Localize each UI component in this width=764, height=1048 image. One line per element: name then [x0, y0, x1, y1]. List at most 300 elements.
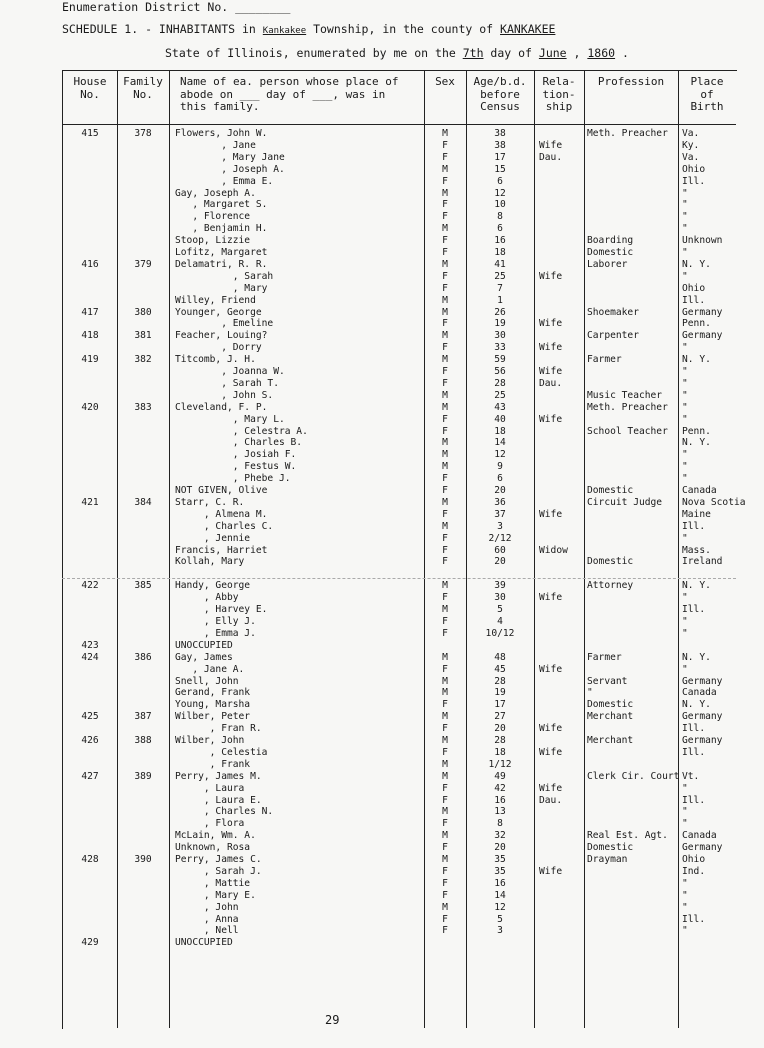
cell-sex: F	[442, 151, 448, 163]
cell-birth: Ohio	[682, 282, 706, 294]
cell-birth: Va.	[682, 128, 700, 139]
cell-birth: "	[682, 342, 688, 354]
cell-age: 1	[497, 294, 503, 306]
cell-age: 1/12	[488, 758, 512, 770]
cell-birth: "	[682, 627, 688, 639]
cell-sex: M	[442, 770, 448, 782]
cell-birth: "	[682, 223, 688, 235]
cell-family: 386	[134, 651, 152, 663]
cell-name: Delamatri, R. R.	[175, 258, 268, 270]
cell-age: 28	[494, 675, 506, 687]
year-separator: ,	[566, 46, 588, 60]
cell-rel: Wife	[539, 746, 563, 758]
cell-name: , Laura E.	[175, 794, 262, 806]
cell-name: , Nell	[175, 925, 239, 937]
cell-name: Lofitz, Margaret	[175, 247, 268, 258]
column-header-sex: Sex	[435, 75, 455, 88]
cell-birth: "	[682, 473, 688, 485]
cell-age: 10	[494, 199, 506, 211]
cell-name: , Florence	[175, 211, 251, 223]
cell-sex: F	[442, 556, 448, 568]
divider-family-name	[169, 70, 170, 1028]
cell-name: , Phebe J.	[175, 473, 291, 485]
cell-birth: Germany	[682, 330, 723, 342]
schedule-line	[62, 22, 555, 36]
cell-sex: M	[442, 258, 448, 270]
cell-sex: M	[442, 687, 448, 699]
cell-prof: Clerk Cir. Court	[587, 770, 680, 782]
cell-sex: F	[442, 377, 448, 389]
cell-name: Cleveland, F. P.	[175, 401, 268, 413]
enumeration-month: June	[538, 46, 567, 60]
cell-prof: Merchant	[587, 711, 634, 723]
cell-name: , John	[175, 901, 239, 913]
schedule-mid: Township, in the county of	[306, 22, 501, 36]
cell-age: 59	[494, 354, 506, 366]
cell-name: , Jane	[175, 139, 256, 151]
cell-name: , Mary E.	[175, 889, 256, 901]
column-header-profession: Profession	[597, 75, 665, 88]
cell-sex: M	[442, 449, 448, 461]
cell-house: 425	[81, 711, 99, 723]
cell-sex: F	[442, 592, 448, 604]
cell-birth: Ohio	[682, 163, 706, 175]
cell-rel: Wife	[539, 139, 563, 151]
cell-name: , Elly J.	[175, 616, 256, 627]
cell-prof: Attorney	[587, 580, 634, 592]
enumeration-district: Enumeration District No. ________	[62, 0, 291, 14]
cell-birth: Germany	[682, 306, 723, 318]
state-mid: day of	[483, 46, 539, 60]
cell-sex: F	[442, 794, 448, 806]
cell-sex: F	[442, 282, 448, 294]
cell-sex: F	[442, 485, 448, 496]
cell-sex: M	[442, 711, 448, 723]
cell-family: 379	[134, 258, 152, 270]
cell-name: , Sarah	[175, 270, 274, 282]
column-header-family: Family No.	[123, 75, 163, 101]
cell-sex: F	[442, 782, 448, 794]
cell-name: , Mary L.	[175, 413, 285, 425]
cell-birth: "	[682, 389, 688, 401]
cell-prof: Shoemaker	[587, 306, 639, 318]
column-header-relationship: Rela- tion- ship	[542, 75, 576, 113]
cell-birth: Ireland	[682, 556, 723, 568]
cell-sex: M	[442, 306, 448, 318]
cell-birth: Ill.	[682, 175, 706, 187]
cell-family: 381	[134, 330, 152, 342]
cell-age: 8	[497, 211, 503, 223]
cell-name: , Jane A.	[175, 663, 245, 675]
cell-birth: "	[682, 449, 688, 461]
cell-birth: "	[682, 663, 688, 675]
cell-sex: F	[442, 235, 448, 247]
cell-name: , Emeline	[175, 318, 274, 330]
cell-name: , Joanna W.	[175, 366, 285, 377]
cell-age: 14	[494, 437, 506, 449]
cell-rel: Wife	[539, 723, 563, 735]
cell-sex: F	[442, 616, 448, 627]
cell-sex: F	[442, 508, 448, 520]
cell-age: 19	[494, 687, 506, 699]
cell-rel: Wife	[539, 342, 563, 354]
cell-name: Kollah, Mary	[175, 556, 245, 568]
cell-house: 422	[81, 580, 99, 592]
cell-age: 27	[494, 711, 506, 723]
cell-house: 419	[81, 354, 99, 366]
cell-age: 13	[494, 806, 506, 818]
cell-sex: F	[442, 425, 448, 437]
divider-relationship-profession	[584, 70, 585, 1028]
cell-sex: F	[442, 913, 448, 925]
cell-family: 382	[134, 354, 152, 366]
cell-family: 387	[134, 711, 152, 723]
cell-prof: Servant	[587, 675, 628, 687]
cell-sex: M	[442, 604, 448, 616]
cell-age: 39	[494, 580, 506, 592]
cell-birth: "	[682, 901, 688, 913]
cell-house: 423	[81, 639, 99, 651]
cell-age: 17	[494, 699, 506, 711]
cell-age: 45	[494, 663, 506, 675]
cell-sex: F	[442, 247, 448, 258]
cell-prof: Carpenter	[587, 330, 639, 342]
cell-sex: M	[442, 128, 448, 139]
cell-family: 380	[134, 306, 152, 318]
cell-name: , Mattie	[175, 877, 251, 889]
cell-name: Titcomb, J. H.	[175, 354, 256, 366]
cell-birth: "	[682, 270, 688, 282]
cell-name: , Fran R.	[175, 723, 262, 735]
cell-name: Gerand, Frank	[175, 687, 251, 699]
cell-age: 12	[494, 187, 506, 199]
cell-sex: M	[442, 163, 448, 175]
cell-birth: N. Y.	[682, 354, 711, 366]
cell-name: , Abby	[175, 592, 239, 604]
cell-birth: Vt.	[682, 770, 700, 782]
cell-sex: M	[442, 389, 448, 401]
column-header-name: Name of ea. person whose place of abode on ___ day of ___, was in this family.	[180, 75, 399, 113]
state-line	[165, 46, 629, 60]
cell-birth: Ill.	[682, 604, 706, 616]
cell-name: Younger, George	[175, 306, 262, 318]
cell-age: 41	[494, 258, 506, 270]
cell-rel: Dau.	[539, 794, 563, 806]
cell-prof: Domestic	[587, 485, 634, 496]
cell-age: 17	[494, 151, 506, 163]
cell-age: 30	[494, 592, 506, 604]
cell-sex: F	[442, 175, 448, 187]
cell-house: 421	[81, 496, 99, 508]
cell-name: , Josiah F.	[175, 449, 297, 461]
cell-prof: Boarding	[587, 235, 634, 247]
cell-name: , Sarah T.	[175, 377, 279, 389]
divider-house-family	[117, 70, 118, 1028]
cell-age: 16	[494, 235, 506, 247]
cell-birth: N. Y.	[682, 580, 711, 592]
cell-family: 378	[134, 128, 152, 139]
cell-name: Perry, James M.	[175, 770, 262, 782]
cell-sex: F	[442, 270, 448, 282]
cell-birth: Ill.	[682, 794, 706, 806]
cell-birth: Ind.	[682, 865, 706, 877]
cell-sex: M	[442, 901, 448, 913]
cell-prof: Real Est. Agt.	[587, 830, 668, 842]
cell-rel: Dau.	[539, 377, 563, 389]
cell-house: 428	[81, 854, 99, 865]
cell-birth: Mass.	[682, 544, 711, 556]
header-divider	[62, 124, 736, 125]
cell-sex: M	[442, 461, 448, 473]
cell-age: 25	[494, 389, 506, 401]
cell-name: , Benjamin H.	[175, 223, 268, 235]
cell-age: 16	[494, 794, 506, 806]
page-number: 29	[325, 1013, 340, 1027]
cell-age: 19	[494, 318, 506, 330]
enumeration-year: 1860	[587, 46, 616, 60]
cell-age: 18	[494, 425, 506, 437]
cell-name: , Festus W.	[175, 461, 297, 473]
cell-prof: Farmer	[587, 651, 622, 663]
cell-family: 385	[134, 580, 152, 592]
cell-rel: Wife	[539, 865, 563, 877]
cell-birth: "	[682, 211, 688, 223]
cell-age: 38	[494, 128, 506, 139]
cell-birth: "	[682, 377, 688, 389]
cell-name: , Charles C.	[175, 520, 274, 532]
cell-age: 60	[494, 544, 506, 556]
cell-age: 6	[497, 175, 503, 187]
cell-name: Perry, James C.	[175, 854, 262, 865]
cell-name: UNOCCUPIED	[175, 937, 233, 949]
cell-sex: F	[442, 211, 448, 223]
cell-age: 35	[494, 854, 506, 865]
cell-sex: M	[442, 496, 448, 508]
cell-birth: "	[682, 187, 688, 199]
cell-family: 384	[134, 496, 152, 508]
cell-age: 35	[494, 865, 506, 877]
cell-prof: Meth. Preacher	[587, 401, 668, 413]
cell-house: 420	[81, 401, 99, 413]
township-name: Kankakee	[262, 26, 307, 36]
cell-sex: M	[442, 758, 448, 770]
cell-birth: "	[682, 925, 688, 937]
cell-name: , Celestra A.	[175, 425, 308, 437]
cell-age: 5	[497, 913, 503, 925]
cell-family: 389	[134, 770, 152, 782]
cell-family: 390	[134, 854, 152, 865]
cell-prof: School Teacher	[587, 425, 668, 437]
cell-sex: M	[442, 437, 448, 449]
cell-name: Unknown, Rosa	[175, 842, 251, 854]
cell-name: , Harvey E.	[175, 604, 268, 616]
cell-sex: M	[442, 520, 448, 532]
cell-age: 3	[497, 925, 503, 937]
cell-name: Gay, Joseph A.	[175, 187, 256, 199]
cell-rel: Wife	[539, 782, 563, 794]
cell-birth: N. Y.	[682, 651, 711, 663]
cell-age: 18	[494, 247, 506, 258]
cell-name: UNOCCUPIED	[175, 639, 233, 651]
cell-rel: Wife	[539, 663, 563, 675]
cell-rel: Wife	[539, 413, 563, 425]
cell-age: 33	[494, 342, 506, 354]
cell-sex: F	[442, 199, 448, 211]
cell-age: 20	[494, 556, 506, 568]
cell-house: 417	[81, 306, 99, 318]
cell-birth: Germany	[682, 735, 723, 746]
cell-family: 388	[134, 735, 152, 746]
cell-sex: F	[442, 318, 448, 330]
cell-age: 20	[494, 723, 506, 735]
cell-sex: M	[442, 806, 448, 818]
cell-age: 5	[497, 604, 503, 616]
cell-birth: Va.	[682, 151, 700, 163]
cell-birth: Canada	[682, 830, 717, 842]
cell-rel: Wife	[539, 270, 563, 282]
cell-house: 418	[81, 330, 99, 342]
cell-prof: Laborer	[587, 258, 628, 270]
cell-birth: "	[682, 806, 688, 818]
cell-house: 415	[81, 128, 99, 139]
cell-name: , Celestia	[175, 746, 268, 758]
cell-birth: "	[682, 877, 688, 889]
cell-age: 32	[494, 830, 506, 842]
cell-birth: N. Y.	[682, 437, 711, 449]
cell-house: 426	[81, 735, 99, 746]
cell-name: , Charles N.	[175, 806, 274, 818]
cell-sex: M	[442, 354, 448, 366]
cell-name: , Mary Jane	[175, 151, 285, 163]
cell-sex: F	[442, 473, 448, 485]
cell-prof: Domestic	[587, 556, 634, 568]
cell-prof: Farmer	[587, 354, 622, 366]
cell-age: 4	[497, 616, 503, 627]
column-header-house: House No.	[73, 75, 107, 101]
cell-name: Stoop, Lizzie	[175, 235, 251, 247]
cell-name: Starr, C. R.	[175, 496, 245, 508]
cell-sex: F	[442, 877, 448, 889]
cell-house: 416	[81, 258, 99, 270]
cell-name: , Almena M.	[175, 508, 268, 520]
cell-prof: "	[587, 687, 593, 699]
cell-birth: Penn.	[682, 318, 711, 330]
cell-age: 40	[494, 413, 506, 425]
cell-sex: M	[442, 294, 448, 306]
cell-age: 26	[494, 306, 506, 318]
cell-sex: M	[442, 223, 448, 235]
cell-age: 20	[494, 842, 506, 854]
cell-name: , Emma E.	[175, 175, 274, 187]
cell-name: , Mary	[175, 282, 268, 294]
cell-age: 12	[494, 901, 506, 913]
cell-birth: "	[682, 592, 688, 604]
cell-house: 424	[81, 651, 99, 663]
cell-birth: "	[682, 616, 688, 627]
cell-name: Wilber, Peter	[175, 711, 251, 723]
page-fold	[62, 578, 736, 579]
cell-birth: Ohio	[682, 854, 706, 865]
cell-sex: F	[442, 139, 448, 151]
cell-name: NOT GIVEN, Olive	[175, 485, 268, 496]
cell-birth: Maine	[682, 508, 711, 520]
cell-prof: Meth. Preacher	[587, 128, 668, 139]
cell-age: 49	[494, 770, 506, 782]
cell-name: , Joseph A.	[175, 163, 285, 175]
cell-sex: F	[442, 413, 448, 425]
cell-sex: F	[442, 627, 448, 639]
cell-name: , Frank	[175, 758, 251, 770]
column-header-age: Age/b.d. before Census	[473, 75, 527, 113]
cell-birth: Canada	[682, 485, 717, 496]
cell-age: 43	[494, 401, 506, 413]
cell-age: 14	[494, 889, 506, 901]
cell-name: Gay, James	[175, 651, 233, 663]
cell-sex: F	[442, 342, 448, 354]
cell-age: 9	[497, 461, 503, 473]
cell-rel: Wife	[539, 592, 563, 604]
cell-rel: Wife	[539, 508, 563, 520]
cell-age: 42	[494, 782, 506, 794]
cell-sex: F	[442, 925, 448, 937]
cell-sex: F	[442, 865, 448, 877]
cell-sex: F	[442, 889, 448, 901]
cell-prof: Circuit Judge	[587, 496, 663, 508]
cell-birth: Unknown	[682, 235, 723, 247]
cell-name: , John S.	[175, 389, 274, 401]
cell-birth: Ill.	[682, 746, 706, 758]
cell-birth: "	[682, 782, 688, 794]
cell-name: , Margaret S.	[175, 199, 268, 211]
cell-sex: M	[442, 675, 448, 687]
state-prefix: State of Illinois, enumerated by me on the	[165, 46, 463, 60]
cell-birth: Ill.	[682, 520, 706, 532]
cell-birth: "	[682, 401, 688, 413]
cell-age: 3	[497, 520, 503, 532]
cell-name: , Laura	[175, 782, 245, 794]
cell-sex: M	[442, 651, 448, 663]
cell-name: , Sarah J.	[175, 865, 262, 877]
state-end: .	[615, 46, 629, 60]
cell-birth: "	[682, 818, 688, 830]
cell-sex: M	[442, 401, 448, 413]
enumeration-day: 7th	[462, 46, 484, 60]
cell-name: Snell, John	[175, 675, 239, 687]
cell-sex: M	[442, 735, 448, 746]
cell-sex: M	[442, 330, 448, 342]
cell-rel: Dau.	[539, 151, 563, 163]
cell-birth: Penn.	[682, 425, 711, 437]
cell-name: Willey, Friend	[175, 294, 256, 306]
cell-birth: "	[682, 889, 688, 901]
cell-name: Young, Marsha	[175, 699, 251, 711]
cell-name: Francis, Harriet	[175, 544, 268, 556]
county-name: KANKAKEE	[500, 22, 556, 36]
cell-birth: Nova Scotia	[682, 496, 746, 508]
cell-name: , Charles B.	[175, 437, 303, 449]
cell-sex: M	[442, 187, 448, 199]
cell-house: 429	[81, 937, 99, 949]
cell-birth: "	[682, 413, 688, 425]
cell-name: , Jennie	[175, 532, 251, 544]
cell-name: , Emma J.	[175, 627, 256, 639]
cell-name: , Anna	[175, 913, 239, 925]
cell-name: Flowers, John W.	[175, 128, 268, 139]
cell-prof: Merchant	[587, 735, 634, 746]
cell-birth: Germany	[682, 842, 723, 854]
cell-birth: "	[682, 532, 688, 544]
cell-birth: N. Y.	[682, 258, 711, 270]
